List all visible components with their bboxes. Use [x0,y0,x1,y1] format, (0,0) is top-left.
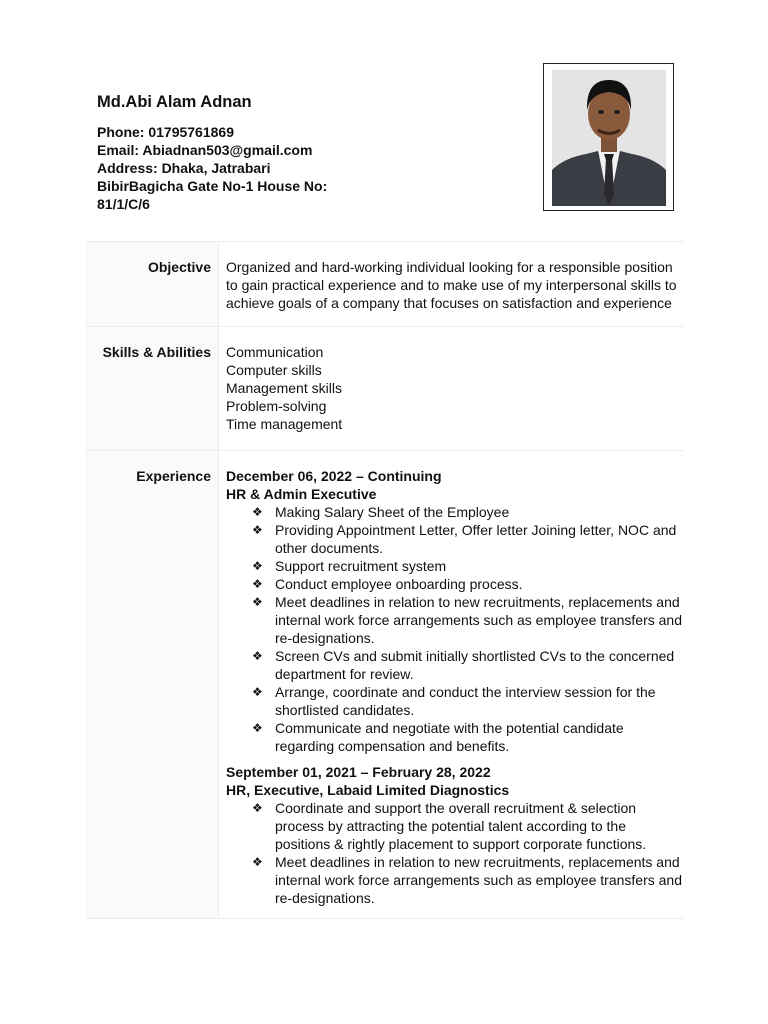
job-title: HR, Executive, Labaid Limited Diagnostics [226,782,510,798]
profile-photo-frame [543,63,674,211]
skills-row [85,326,683,450]
skills-label: Skills & Abilities [85,327,219,450]
duty-text: Screen CVs and submit initially shortlisted CVs to the concerned department for review. [275,648,675,682]
duty-item [226,719,683,755]
duty-item [226,799,683,853]
profile-photo [552,70,666,206]
diamond-bullet-icon: ❖ [252,721,263,735]
resume-name: Md.Abi Alam Adnan [97,93,252,111]
diamond-bullet-icon: ❖ [252,577,263,591]
contact-block [97,123,377,213]
diamond-bullet-icon: ❖ [252,559,263,573]
diamond-bullet-icon: ❖ [252,801,263,815]
duty-text: Support recruitment system [275,558,447,574]
duty-item [226,557,683,575]
duty-list [226,503,683,755]
experience-label: Experience [85,451,219,918]
resume-table [85,241,683,919]
duty-text: Providing Appointment Letter, Offer letter Joining letter, NOC and other documents. [275,522,677,556]
address-line: Address: Dhaka, Jatrabari [97,160,271,176]
diamond-bullet-icon: ❖ [252,595,263,609]
address-line-2: BibirBagicha Gate No-1 House No: [97,178,328,194]
skill-item: Communication [226,344,324,360]
skill-item: Management skills [226,380,342,396]
duty-item [226,503,683,521]
diamond-bullet-icon: ❖ [252,855,263,869]
job-date: September 01, 2021 – February 28, 2022 [226,764,491,780]
job-title: HR & Admin Executive [226,486,377,502]
job-entry [226,763,683,907]
diamond-bullet-icon: ❖ [252,649,263,663]
duty-text: Making Salary Sheet of the Employee [275,504,510,520]
duty-item [226,593,683,647]
experience-row [85,450,683,919]
skill-item: Time management [226,416,343,432]
address-line-3: 81/1/C/6 [97,196,150,212]
duty-text: Communicate and negotiate with the potential candidate regarding compensation and benefits. [275,720,624,754]
experience-content [219,451,683,918]
skill-item: Problem-solving [226,398,327,414]
phone-line: Phone: 01795761869 [97,124,234,140]
duty-item [226,521,683,557]
objective-label: Objective [85,242,219,326]
diamond-bullet-icon: ❖ [252,685,263,699]
duty-item [226,683,683,719]
job-entry [226,467,683,755]
diamond-bullet-icon: ❖ [252,505,263,519]
email-line: Email: Abiadnan503@gmail.com [97,142,313,158]
job-date: December 06, 2022 – Continuing [226,468,442,484]
duty-text: Coordinate and support the overall recruitment & selection process by attracting the potential talent according to the positions & rightly placement to support corporate functions. [275,800,647,852]
diamond-bullet-icon: ❖ [252,523,263,537]
duty-text: Conduct employee onboarding process. [275,576,523,592]
duty-item [226,853,683,907]
objective-text: Organized and hard-working individual looking for a responsible position to gain practical experience and to make use of my interpersonal skills to achieve goals of a company that focuses on satisfaction and experience [226,259,677,311]
duty-item [226,575,683,593]
duty-text: Arrange, coordinate and conduct the interview session for the shortlisted candidates. [275,684,656,718]
duty-list [226,799,683,907]
skills-list [219,327,683,450]
objective-row [85,241,683,326]
duty-text: Meet deadlines in relation to new recruitments, replacements and internal work force arrangements such as employee transfers and re-designations. [275,594,682,646]
duty-item [226,647,683,683]
duty-text: Meet deadlines in relation to new recruitments, replacements and internal work force arrangements such as employee transfers and re-designations. [275,854,682,906]
skill-item: Computer skills [226,362,322,378]
